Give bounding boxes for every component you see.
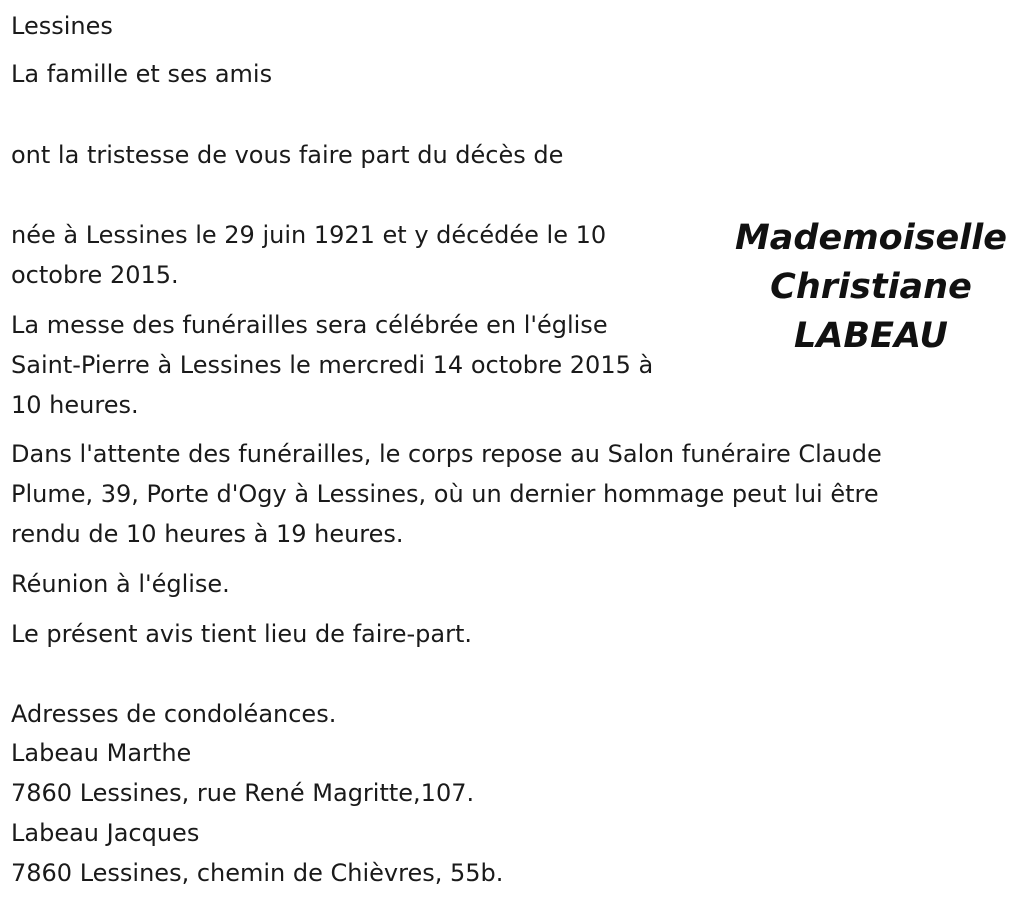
condolence-address-2: 7860 Lessines, chemin de Chièvres, 55b. bbox=[11, 859, 504, 887]
city-line: Lessines bbox=[11, 12, 113, 40]
condolence-name-2: Labeau Jacques bbox=[11, 819, 200, 847]
deceased-last-name: LABEAU bbox=[794, 316, 948, 356]
rest-line-1: Dans l'attente des funérailles, le corps repose au Salon funéraire Claude bbox=[11, 440, 882, 468]
birth-death-line-1: née à Lessines le 29 juin 1921 et y décédée le 10 bbox=[11, 221, 607, 249]
rest-line-3: rendu de 10 heures à 19 heures. bbox=[11, 520, 404, 548]
deceased-title: Mademoiselle bbox=[734, 218, 1008, 258]
rest-line-2: Plume, 39, Porte d'Ogy à Lessines, où un dernier hommage peut lui être bbox=[11, 480, 879, 508]
meeting-line: Réunion à l'église. bbox=[11, 570, 230, 598]
condolence-name-1: Labeau Marthe bbox=[11, 739, 192, 767]
funeral-line-2: Saint-Pierre à Lessines le mercredi 14 octobre 2015 à bbox=[11, 351, 654, 379]
funeral-line-1: La messe des funérailles sera célébrée en l'église bbox=[11, 311, 608, 339]
condolences-heading: Adresses de condoléances. bbox=[11, 700, 337, 728]
notice-statement-line: Le présent avis tient lieu de faire-part. bbox=[11, 620, 473, 648]
deceased-first-name: Christiane bbox=[770, 267, 972, 307]
announcement-line: ont la tristesse de vous faire part du décès de bbox=[11, 141, 564, 169]
condolence-address-1: 7860 Lessines, rue René Magritte,107. bbox=[11, 779, 475, 807]
intro-line: La famille et ses amis bbox=[11, 60, 273, 88]
deceased-name-block bbox=[726, 214, 1016, 361]
birth-death-line-2: octobre 2015. bbox=[11, 261, 179, 289]
funeral-line-3: 10 heures. bbox=[11, 391, 139, 419]
